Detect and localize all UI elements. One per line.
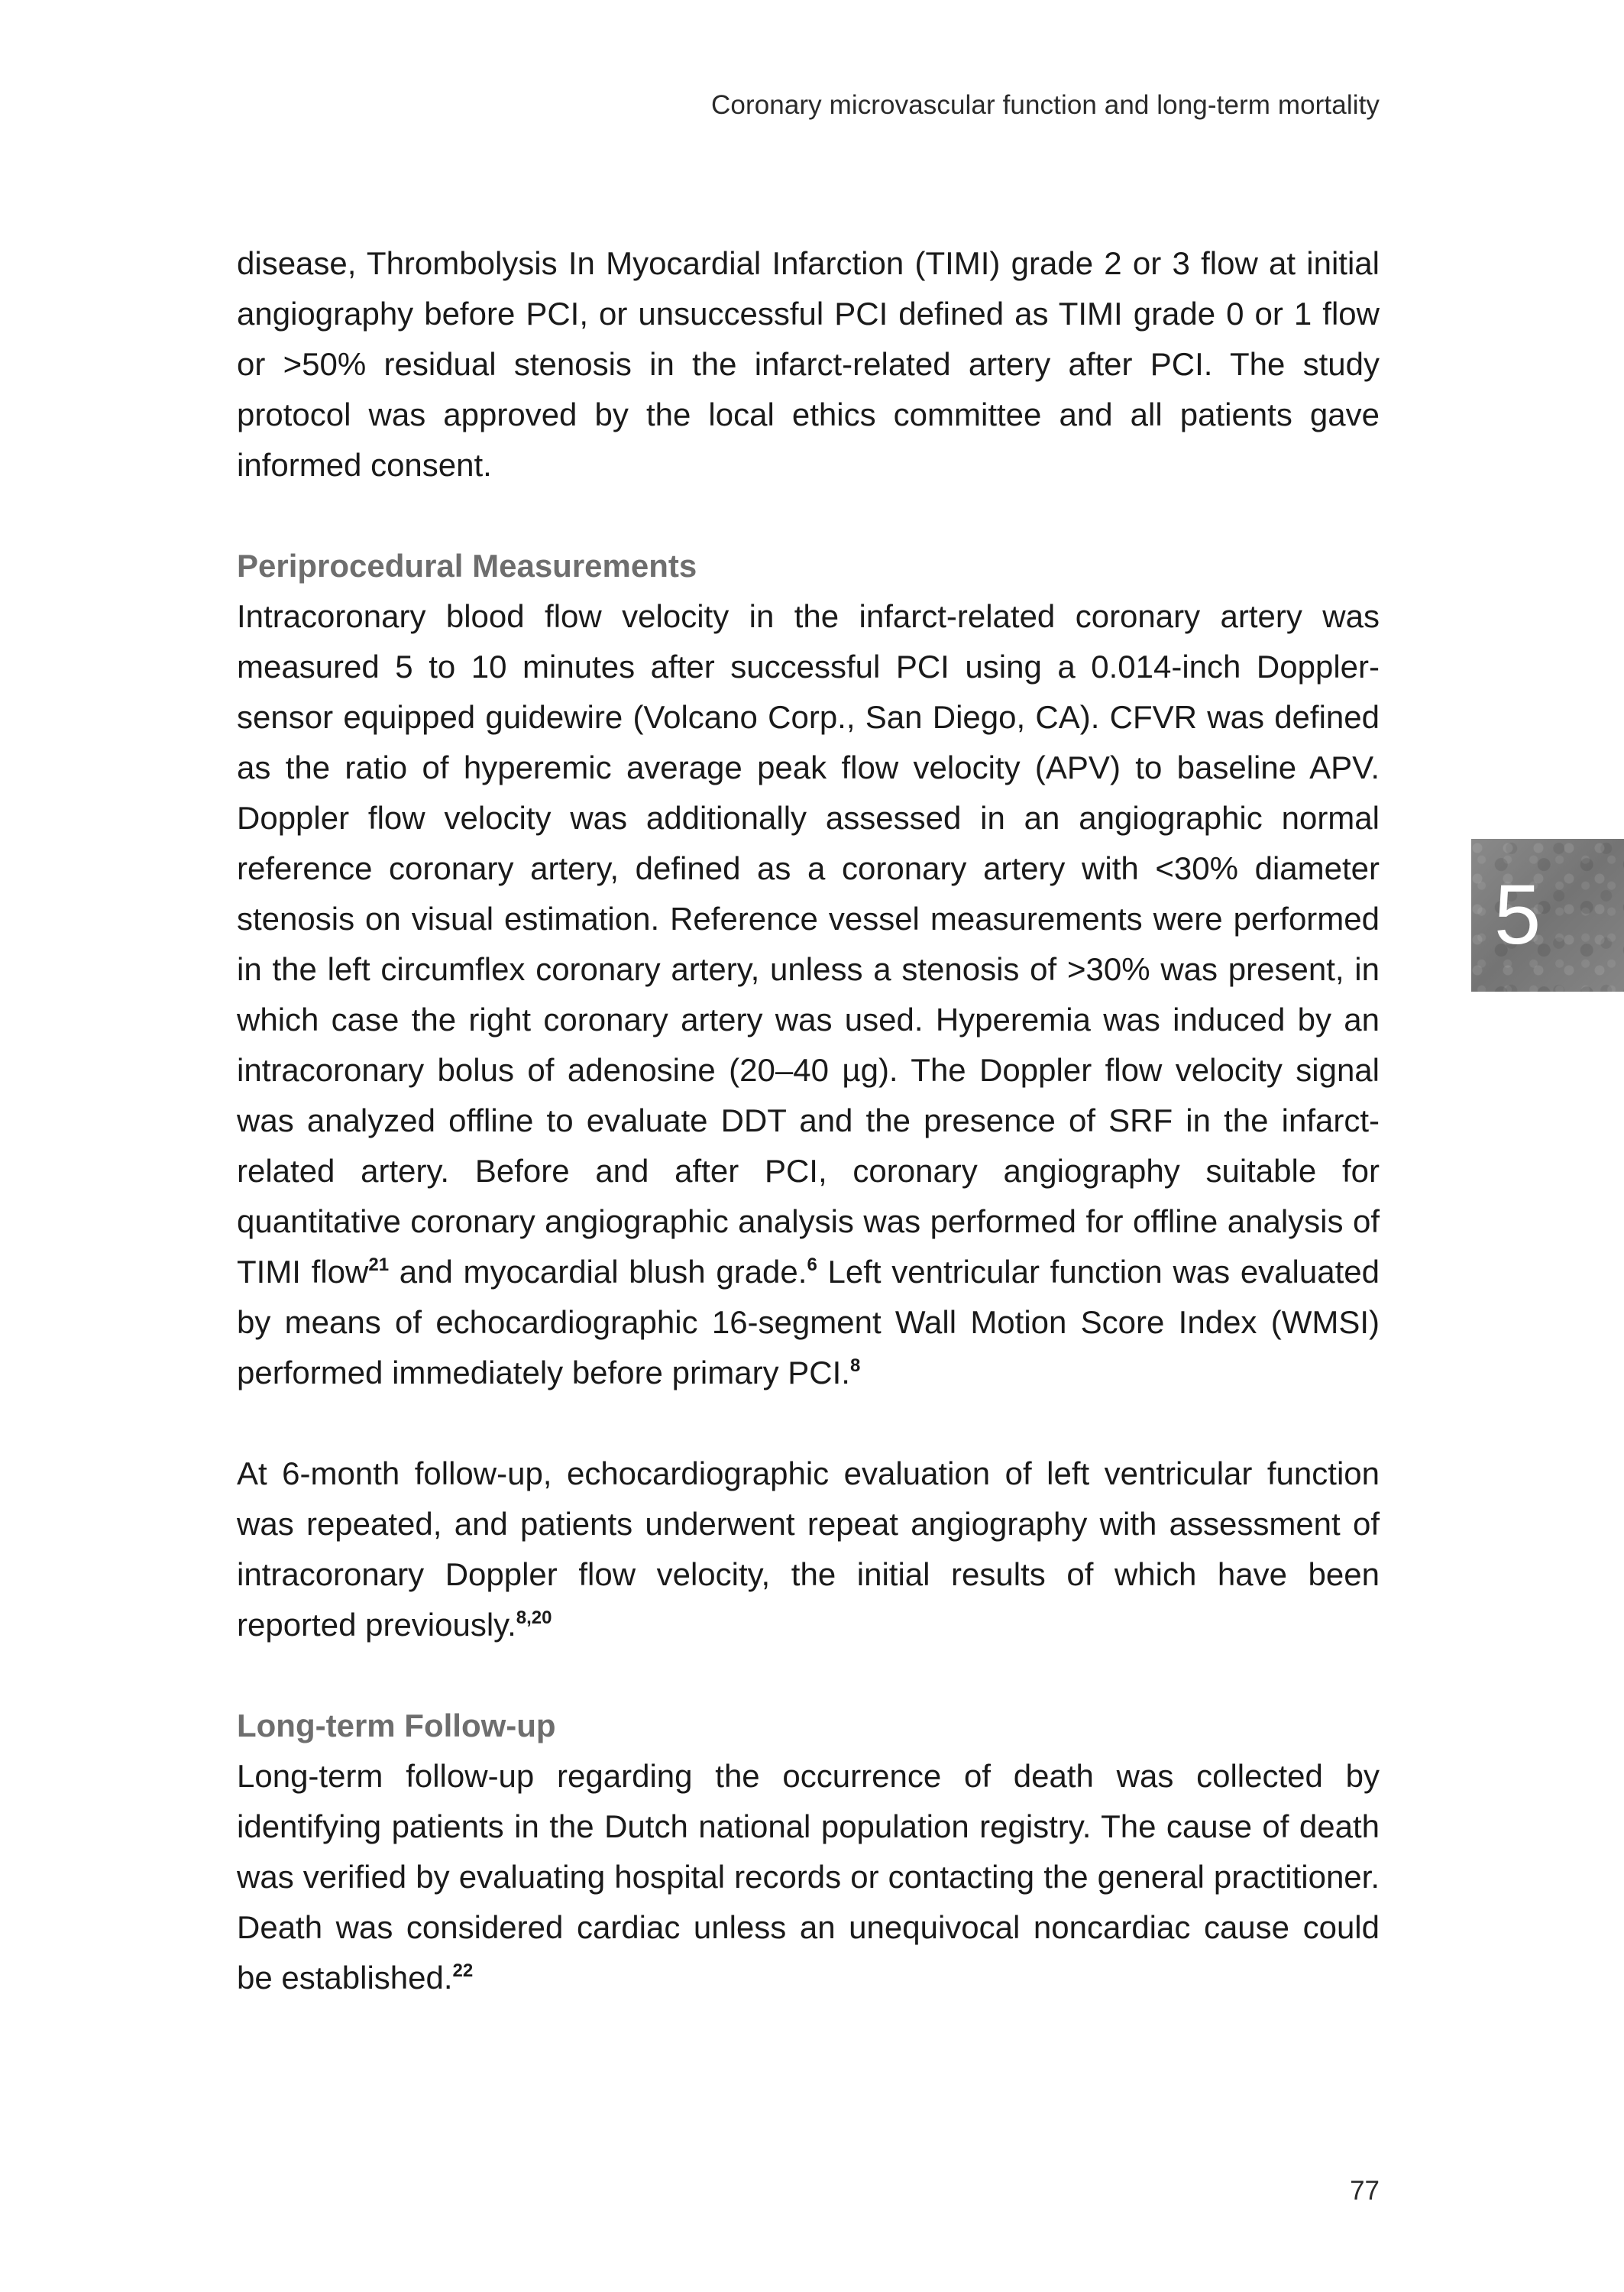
paragraph-eligibility [237,238,1380,490]
paragraph-long-term-followup [237,1751,1380,2003]
page-number: 77 [1350,2176,1380,2206]
paragraph-text: and myocardial blush grade. [389,1254,807,1290]
citation-superscript: 8 [849,1355,861,1376]
running-header: Coronary microvascular function and long-term mortality [711,90,1380,120]
citation-superscript: 22 [452,1960,474,1981]
paragraph-six-month-followup [237,1449,1380,1650]
chapter-number: 5 [1494,868,1542,962]
paragraph-text: Long-term follow-up regarding the occurrence of death was collected by identifying patients in the Dutch national population registry. The cause of death was verified by evaluating hospital records or contacting the general practitioner. Death was considered cardiac unless an unequivocal noncardiac cause could be established. [237,1758,1380,1996]
citation-superscript: 8,20 [516,1607,552,1628]
paragraph-text: At 6-month follow-up, echocardiographic evaluation of left ventricular function was repeated, and patients underwent repeat angiography with assessment of intracoronary Doppler flow velocity, the initial results of which have been reported previously. [237,1455,1380,1643]
citation-superscript: 21 [368,1254,390,1275]
paragraph-text: Intracoronary blood flow velocity in the infarct-related coronary artery was measured 5 to 10 minutes after successful PCI using a 0.014-inch Doppler-sensor equipped guidewire (Volcano Corp., San Diego, CA). CFVR was defined as the ratio of hyperemic average peak flow velocity (APV) to baseline APV. Doppler flow velocity was additionally assessed in an angiographic normal reference coronary artery, defined as a coronary artery with <30% diameter stenosis on visual estimation. Reference vessel measurements were performed in the left circumflex coronary artery, unless a stenosis of >30% was present, in which case the right coronary artery was used. Hyperemia was induced by an intracoronary bolus of adenosine (20–40 µg). The Doppler flow velocity signal was analyzed offline to evaluate DDT and the presence of SRF in the infarct-related artery. Before and after PCI, coronary angiography suitable for quantitative coronary angiographic analysis was performed for offline analysis of TIMI flow [237,598,1380,1290]
chapter-tab [1471,839,1624,992]
paragraph-text: disease, Thrombolysis In Myocardial Infarction (TIMI) grade 2 or 3 flow at initial angiography before PCI, or unsuccessful PCI defined as TIMI grade 0 or 1 flow or >50% residual stenosis in the infarct-related artery after PCI. The study protocol was approved by the local ethics committee and all patients gave informed consent. [237,245,1380,483]
section-heading-long-term-followup: Long-term Follow-up [237,1708,556,1743]
paragraph-text: Left ventricular function was evaluated by means of echocardiographic 16-segment Wall Motion Score Index (WMSI) performed immediately before primary PCI. [237,1254,1380,1390]
section-heading-periprocedural: Periprocedural Measurements [237,548,697,584]
main-text [237,238,1380,2003]
paragraph-periprocedural [237,591,1380,1398]
citation-superscript: 6 [807,1254,817,1275]
